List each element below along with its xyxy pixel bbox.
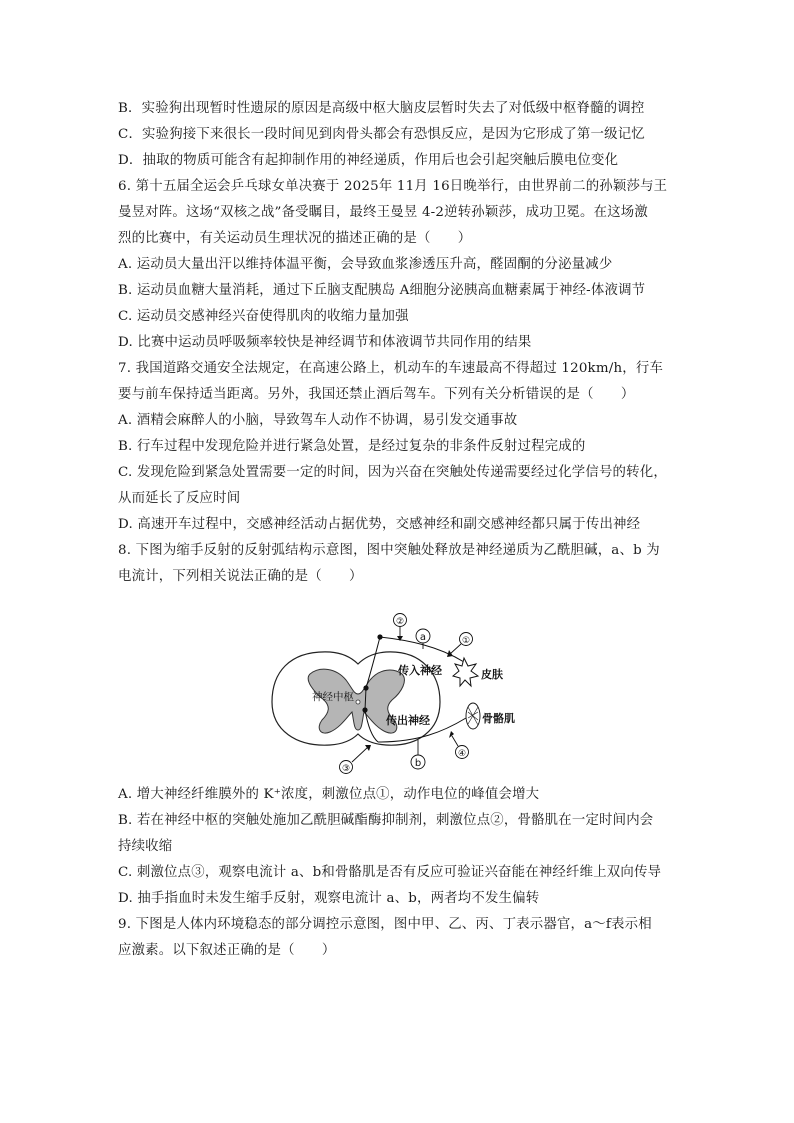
svg-text:②: ② [395,617,405,627]
q8-stem-line1: 8. 下图为缩手反射的反射弧结构示意图，图中突触处释放是神经递质为乙酰胆碱，a、b 为 [118,543,660,558]
marker-4-arrow [452,736,458,746]
svg-text:a: a [419,632,427,643]
q8-stem-line2: 电流计，下列相关说法正确的是（ ） [118,569,363,584]
central-canal [356,700,360,704]
q8-option-c: C. 刺激位点③，观察电流计 a、b和骨骼肌是否有反应可验证兴奋能在神经纤维上双向传导 [118,865,662,880]
skin-label: 皮肤 [481,668,503,681]
document-page-lower [118,782,684,964]
q6-stem-line2: 曼昱对阵。这场“双核之战”备受瞩目，最终王曼昱 4-2逆转孙颖莎，成功卫冕。在这场激 [118,205,648,220]
svg-text:④: ④ [457,749,467,759]
document-page [118,96,684,590]
afferent-label: 传入神经 [398,664,442,677]
marker-1-arrow [450,644,461,654]
q8-option-b-line1: B. 若在神经中枢的突触处施加乙酰胆碱酯酶抑制剂，刺激位点②，骨骼肌在一定时间内会 [118,813,654,828]
q7-option-b: B. 行车过程中发现危险并进行紧急处置，是经过复杂的非条件反射过程完成的 [118,439,586,454]
q6-stem-line1: 6. 第十五届全运会乒乓球女单决赛于 2025年 11月 16日晚举行，由世界前二的孙颖莎与王 [118,179,668,194]
q5-option-b: B．实验狗出现暂时性遗尿的原因是高级中枢大脑皮层暂时失去了对低级中枢脊髓的调控 [118,101,645,116]
q8-option-a: A. 增大神经纤维膜外的 K⁺浓度，刺激位点①，动作电位的峰值会增大 [118,787,540,802]
q6-option-b: B. 运动员血糖大量消耗，通过下丘脑支配胰岛 A细胞分泌胰高血糖素属于神经-体液调节 [118,283,646,298]
q6-stem-line3: 烈的比赛中，有关运动员生理状况的描述正确的是（ ） [118,231,472,246]
q7-option-c-line2: 从而延长了反应时间 [118,491,241,506]
q8-option-d: D. 抽手指血时未发生缩手反射，观察电流计 a、b，两者均不发生偏转 [118,891,540,906]
q7-option-d: D. 高速开车过程中，交感神经活动占据优势，交感神经和副交感神经都只属于传出神经 [118,517,641,532]
q5-option-d: D．抽取的物质可能含有起抑制作用的神经递质，作用后也会引起突触后膜电位变化 [118,153,619,168]
svg-text:③: ③ [341,764,351,774]
q7-option-c-line1: C. 发现危险到紧急处置需要一定的时间，因为兴奋在突触处传递需要经过化学信号的转化， [118,465,667,480]
q6-option-a: A. 运动员大量出汗以维持体温平衡，会导致血浆渗透压升高，醛固酮的分泌量减少 [118,257,613,272]
skin-receptor [453,658,478,686]
q7-stem-line1: 7. 我国道路交通安全法规定，在高速公路上，机动车的车速最高不得超过 120km/h，行车 [118,361,664,376]
reflex-arc-diagram [268,612,518,777]
q5-option-c: C．实验狗接下来很长一段时间见到肉骨头都会有恐惧反应，是因为它形成了第一级记忆 [118,127,645,142]
svg-text:①: ① [461,636,471,646]
q6-option-c: C. 运动员交感神经兴奋使得肌肉的收缩力量加强 [118,309,409,324]
q9-stem-line2: 应激素。以下叙述正确的是（ ） [118,943,336,958]
q6-option-d: D. 比赛中运动员呼吸频率较快是神经调节和体液调节共同作用的结果 [118,335,532,350]
efferent-label: 传出神经 [386,714,430,727]
center-label: 神经中枢 [312,691,354,703]
marker-3-arrow [352,747,368,762]
q7-stem-line2: 要与前车保持适当距离。另外，我国还禁止酒后驾车。下列有关分析错误的是（ ） [118,387,635,402]
q7-option-a: A. 酒精会麻醉人的小脑，导致驾车人动作不协调，易引发交通事故 [118,413,518,428]
svg-text:b: b [414,758,422,769]
muscle-label: 骨骼肌 [482,712,515,725]
q8-option-b-line2: 持续收缩 [118,839,173,854]
q9-stem-line1: 9. 下图是人体内环境稳态的部分调控示意图，图中甲、乙、丙、丁表示器官，a～f表示相 [118,917,652,932]
